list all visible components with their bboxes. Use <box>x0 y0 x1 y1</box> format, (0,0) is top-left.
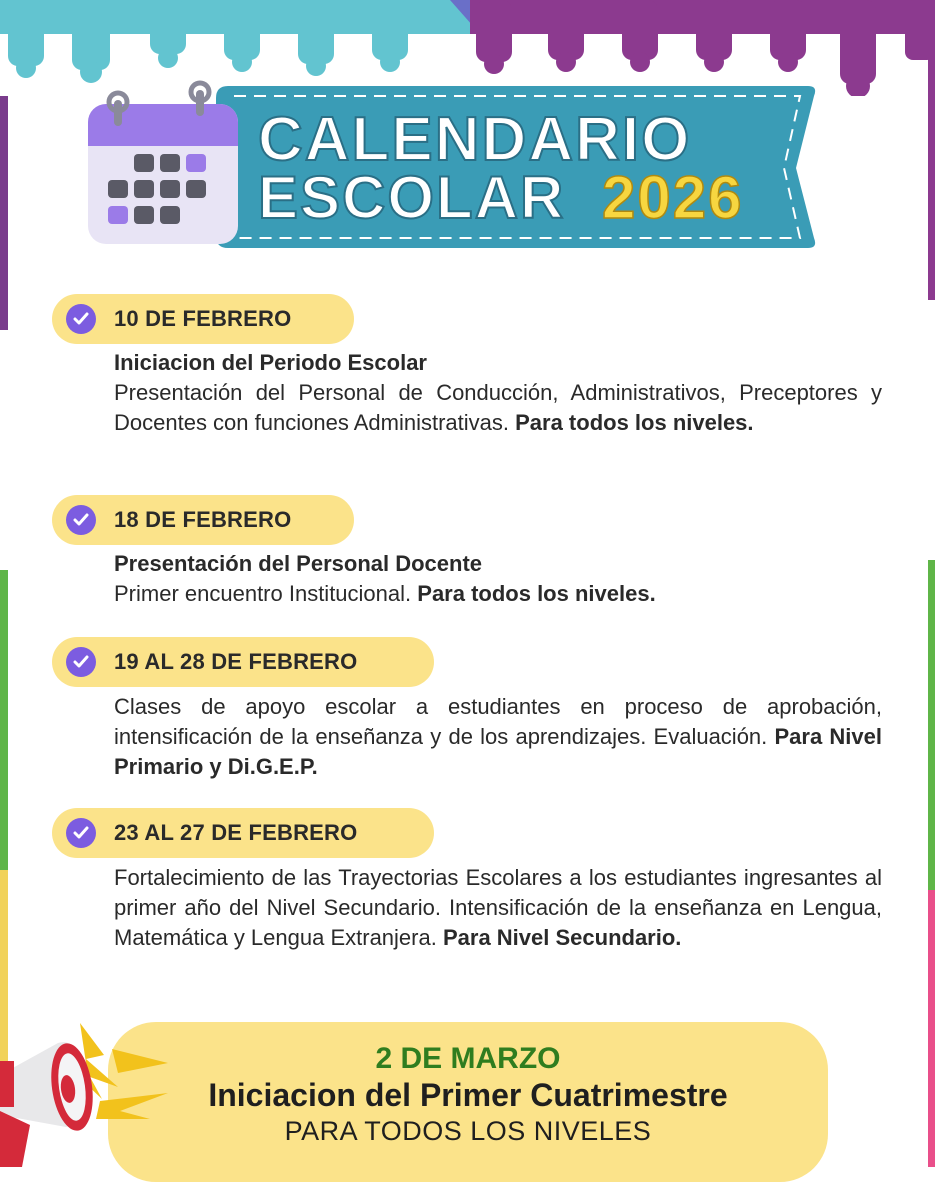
event-level: Para Nivel Primario y Di.G.E.P. <box>114 724 882 779</box>
date-label: 19 AL 28 DE FEBRERO <box>114 649 358 674</box>
date-pill <box>52 808 434 858</box>
check-icon <box>66 505 96 535</box>
footer-date: 2 DE MARZO <box>375 1042 561 1075</box>
event-body <box>114 692 882 782</box>
title-line-2 <box>258 164 744 231</box>
check-icon <box>66 647 96 677</box>
event-level: Para todos los niveles. <box>515 410 754 435</box>
title-line-1: CALENDARIO <box>258 105 692 174</box>
date-label: 18 DE FEBRERO <box>114 507 292 532</box>
event-level: Para todos los niveles. <box>417 581 656 606</box>
check-icon <box>66 818 96 848</box>
event-text: Fortalecimiento de las Trayectorias Escolares a los estudiantes ingresantes al primer año del Nivel Secundario. Intensificación de la enseñanza en Lengua, Matemática y Lengua Extranjera. <box>114 865 882 950</box>
left-color-strip <box>0 0 8 1167</box>
event-title: Presentación del Personal Docente <box>114 551 483 576</box>
event-title: Iniciacion del Periodo Escolar <box>114 350 427 375</box>
date-pill <box>52 495 354 545</box>
banner-shape <box>88 78 828 256</box>
date-pill <box>52 637 434 687</box>
footer-title: Iniciacion del Primer Cuatrimestre <box>208 1077 728 1113</box>
title-year: 2026 <box>602 164 744 231</box>
date-label: 23 AL 27 DE FEBRERO <box>114 820 358 845</box>
check-icon <box>66 304 96 334</box>
title-word-escolar: ESCOLAR <box>258 164 566 231</box>
footer-highlight-box <box>108 1022 828 1182</box>
footer-subtitle: PARA TODOS LOS NIVELES <box>284 1116 652 1146</box>
megaphone-icon <box>0 1015 180 1167</box>
event-body <box>114 549 882 609</box>
date-pill <box>52 294 354 344</box>
event-level: Para Nivel Secundario. <box>442 925 682 950</box>
event-text: Presentación del Personal de Conducción, Administrativos, Preceptores y Docentes con funciones Administrativas. <box>114 380 882 435</box>
event-body <box>114 348 882 438</box>
event-text: Primer encuentro Institucional. <box>114 581 412 606</box>
calendar-icon <box>88 83 238 244</box>
header-banner <box>88 78 828 256</box>
event-description <box>114 579 882 609</box>
event-body <box>114 863 882 953</box>
date-label: 10 DE FEBRERO <box>114 306 292 331</box>
right-color-strip <box>928 0 935 1167</box>
event-text: Clases de apoyo escolar a estudiantes en proceso de aprobación, intensificación de la enseñanza y de los aprendizajes. Evaluación. <box>114 694 882 749</box>
event-description <box>114 378 882 438</box>
